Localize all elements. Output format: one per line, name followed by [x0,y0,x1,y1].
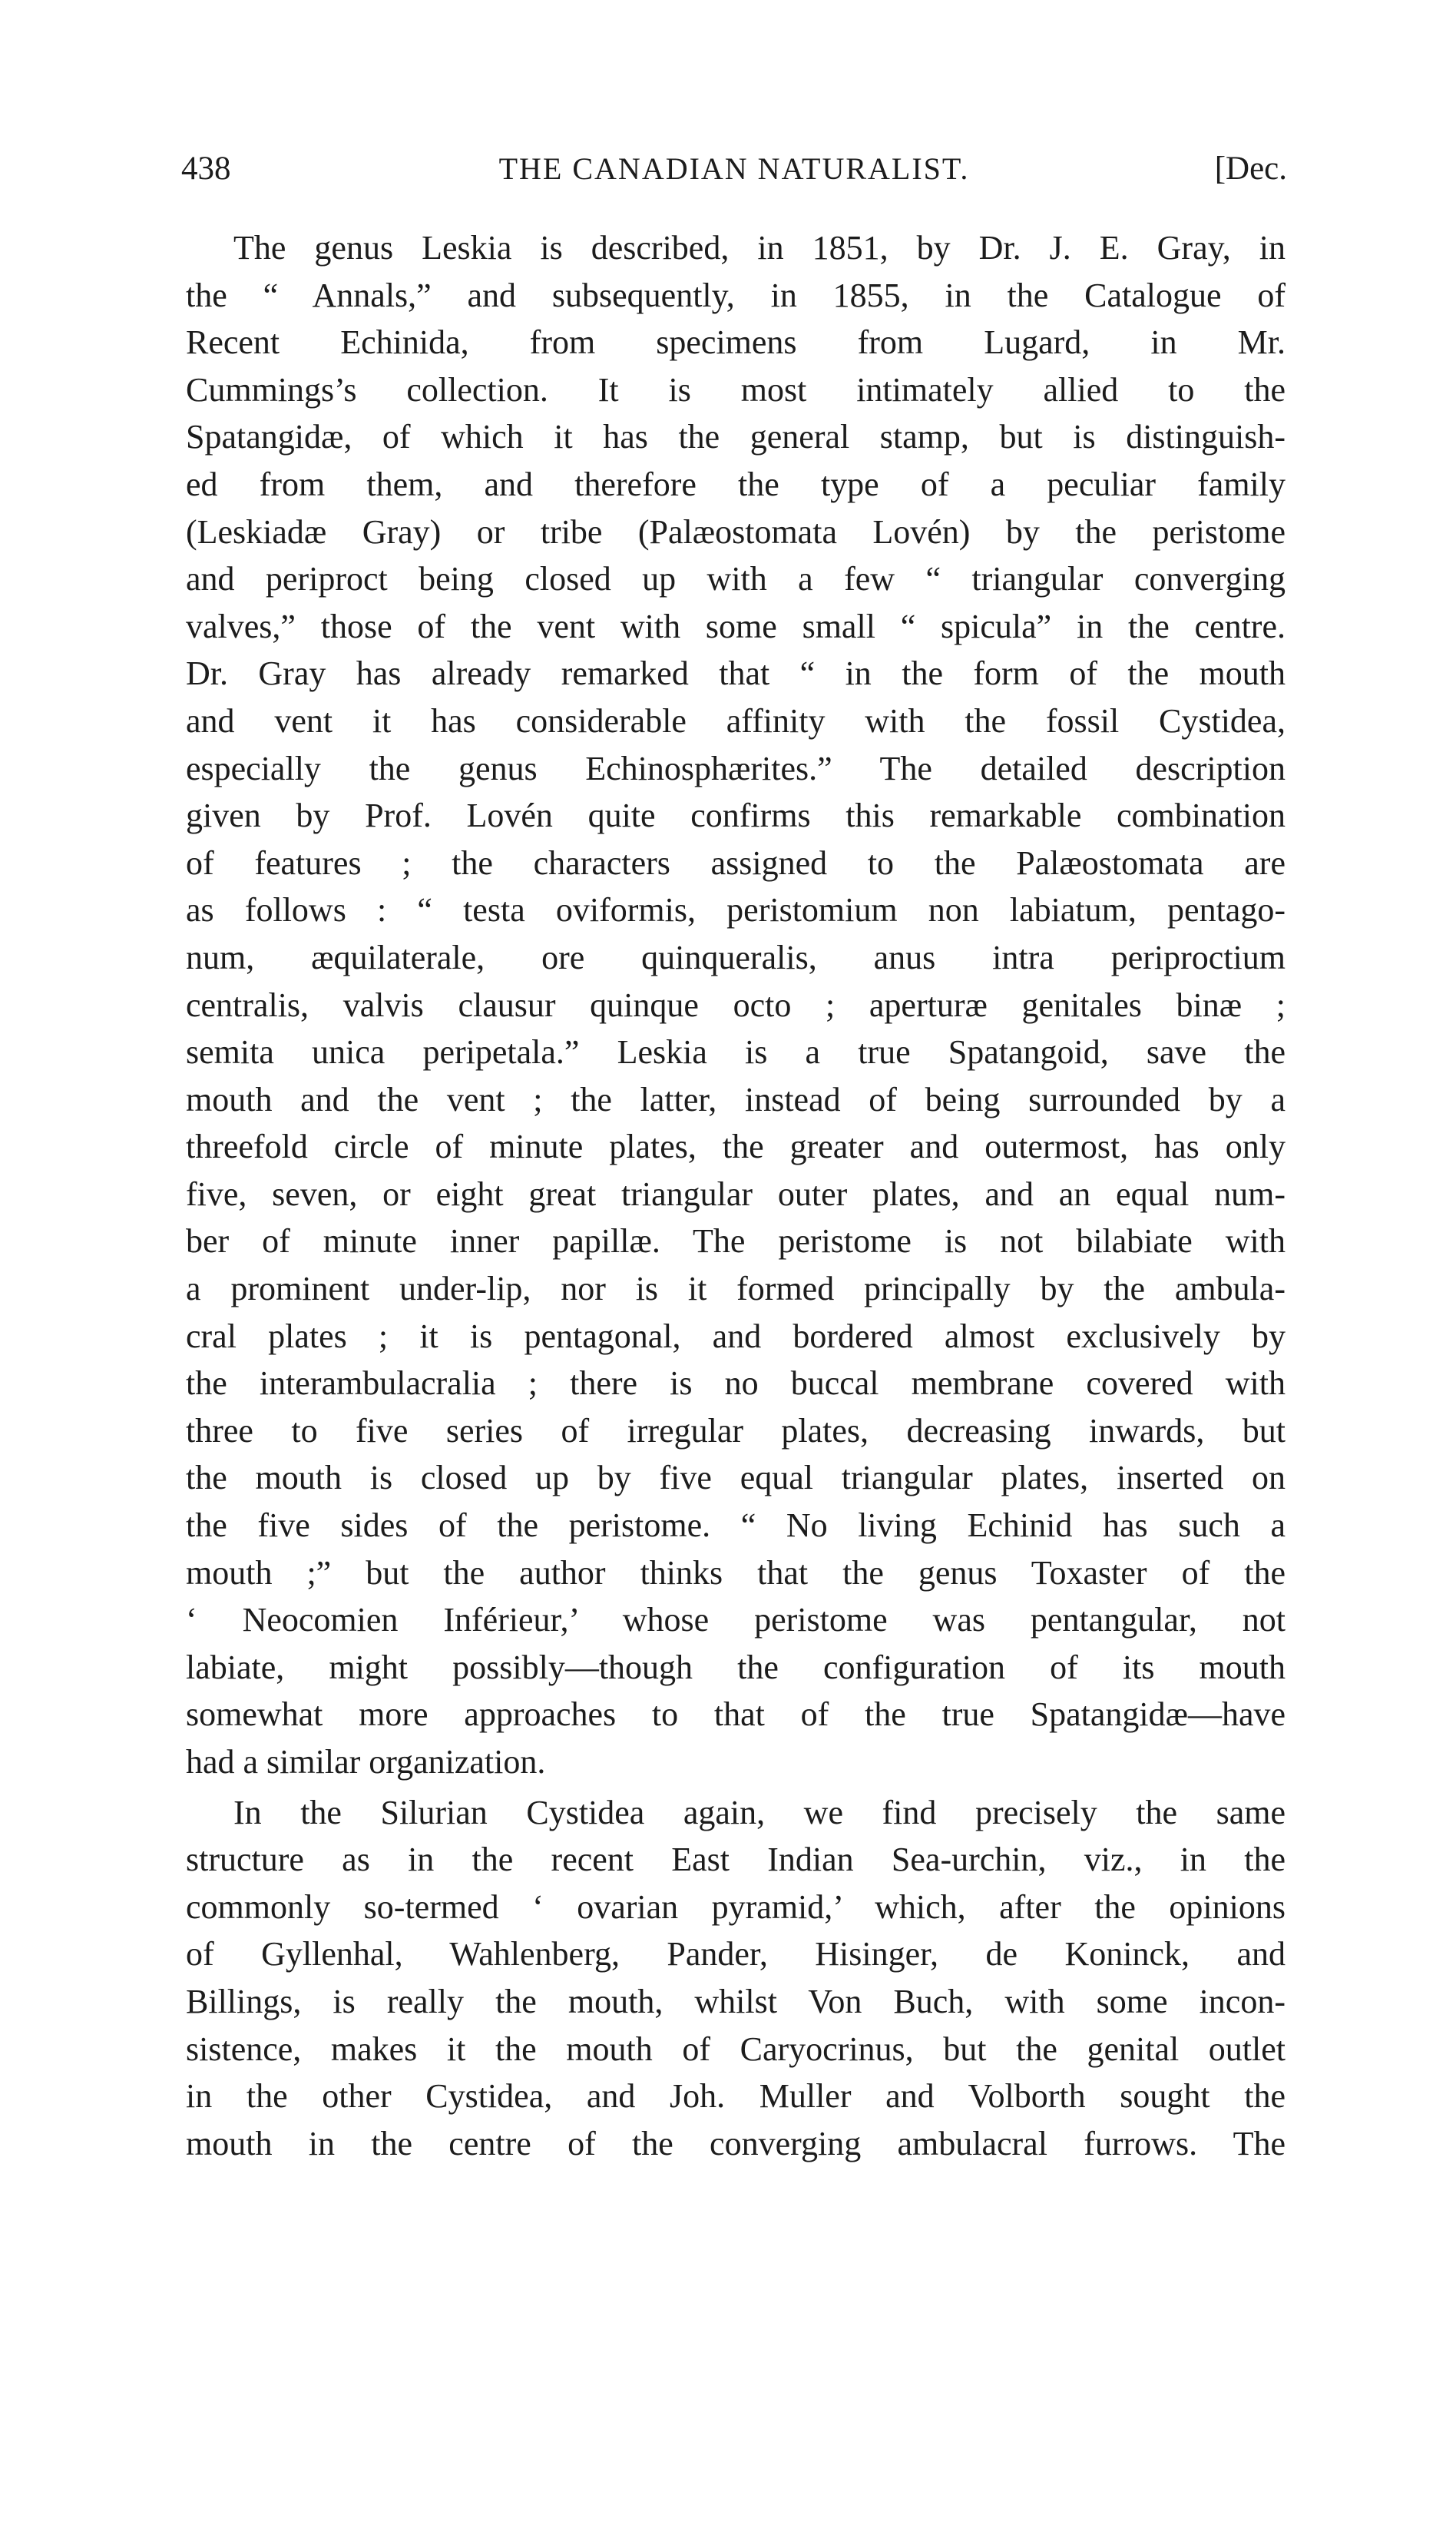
text-line: the five sides of the peristome. “ No living Echinid has such a [186,1506,1286,1545]
text-line: the mouth is closed up by five equal triangular plates, inserted on [186,1459,1286,1497]
text-line: Spatangidæ, of which it has the general stamp, but is distinguish- [186,418,1286,456]
text-line: mouth ;” but the author thinks that the genus Toxaster of the [186,1553,1286,1592]
text-line: sistence, makes it the mouth of Caryocrinus, but the genital outlet [186,2030,1286,2068]
text-line: Billings, is really the mouth, whilst Von Buch, with some incon- [186,1982,1286,2020]
text-line: The genus Leskia is described, in 1851, by Dr. J. E. Gray, in [233,229,1286,267]
text-line: of Gyllenhal, Wahlenberg, Pander, Hisinger, de Koninck, and [186,1935,1286,1973]
text-line: threefold circle of minute plates, the greater and outermost, has only [186,1128,1286,1166]
text-line: Recent Echinida, from specimens from Lugard, in Mr. [186,323,1286,362]
text-line: structure as in the recent East Indian Sea-urchin, viz., in the [186,1841,1286,1879]
text-line: as follows : “ testa oviformis, peristomium non labiatum, pentago- [186,891,1286,930]
text-line: labiate, might possibly—though the configuration of its mouth [186,1648,1286,1686]
paragraph [186,224,1286,1786]
text-line: and vent it has considerable affinity with the fossil Cystidea, [186,701,1286,740]
text-line: three to five series of irregular plates, decreasing inwards, but [186,1411,1286,1450]
text-line: valves,” those of the vent with some small “ spicula” in the centre. [186,607,1286,645]
body-text [186,224,1286,2167]
text-line: Cummings’s collection. It is most intimately allied to the [186,370,1286,409]
text-line: mouth in the centre of the converging ambulacral furrows. The [186,2124,1286,2162]
text-line: mouth and the vent ; the latter, instead of being surrounded by a [186,1080,1286,1118]
text-line: commonly so-termed ‘ ovarian pyramid,’ which, after the opinions [186,1887,1286,1926]
page-number: 438 [181,151,231,187]
text-line: cral plates ; it is pentagonal, and bordered almost exclusively by [186,1317,1286,1355]
running-header [181,146,1287,192]
text-line: the interambulacralia ; there is no buccal membrane covered with [186,1364,1286,1403]
text-line: and periproct being closed up with a few “ triangular converging [186,560,1286,598]
text-line: ‘ Neocomien Inférieur,’ whose peristome was pentangular, not [186,1601,1286,1639]
text-line: the “ Annals,” and subsequently, in 1855, in the Catalogue of [186,276,1286,314]
text-line: in the other Cystidea, and Joh. Muller and Volborth sought the [186,2077,1286,2116]
text-line: somewhat more approaches to that of the true Spatangidæ—have [186,1695,1286,1734]
issue-label: [Dec. [1214,151,1287,187]
text-line: five, seven, or eight great triangular outer plates, and an equal num- [186,1175,1286,1213]
text-line: a prominent under-lip, nor is it formed principally by the ambula- [186,1270,1286,1308]
text-line: of features ; the characters assigned to the Palæostomata are [186,843,1286,882]
text-line: ed from them, and therefore the type of a peculiar family [186,465,1286,503]
text-line: (Leskiadæ Gray) or tribe (Palæostomata Lovén) by the peristome [186,512,1286,551]
text-line: ber of minute inner papillæ. The peristome is not bilabiate with [186,1222,1286,1261]
text-line: especially the genus Echinosphærites.” The detailed description [186,749,1286,787]
paragraph [186,1789,1286,2168]
text-line: centralis, valvis clausur quinque octo ; aperturæ genitales binæ ; [186,986,1286,1024]
text-line: given by Prof. Lovén quite confirms this remarkable combination [186,797,1286,835]
text-line: In the Silurian Cystidea again, we find precisely the same [233,1793,1286,1831]
running-title: THE CANADIAN NATURALIST. [498,151,970,186]
text-line: num, æquilaterale, ore quinqueralis, anus intra periproctium [186,938,1286,976]
text-line: Dr. Gray has already remarked that “ in the form of the mouth [186,654,1286,693]
text-line: semita unica peripetala.” Leskia is a true Spatangoid, save the [186,1033,1286,1072]
text-line: had a similar organization. [186,1743,546,1781]
